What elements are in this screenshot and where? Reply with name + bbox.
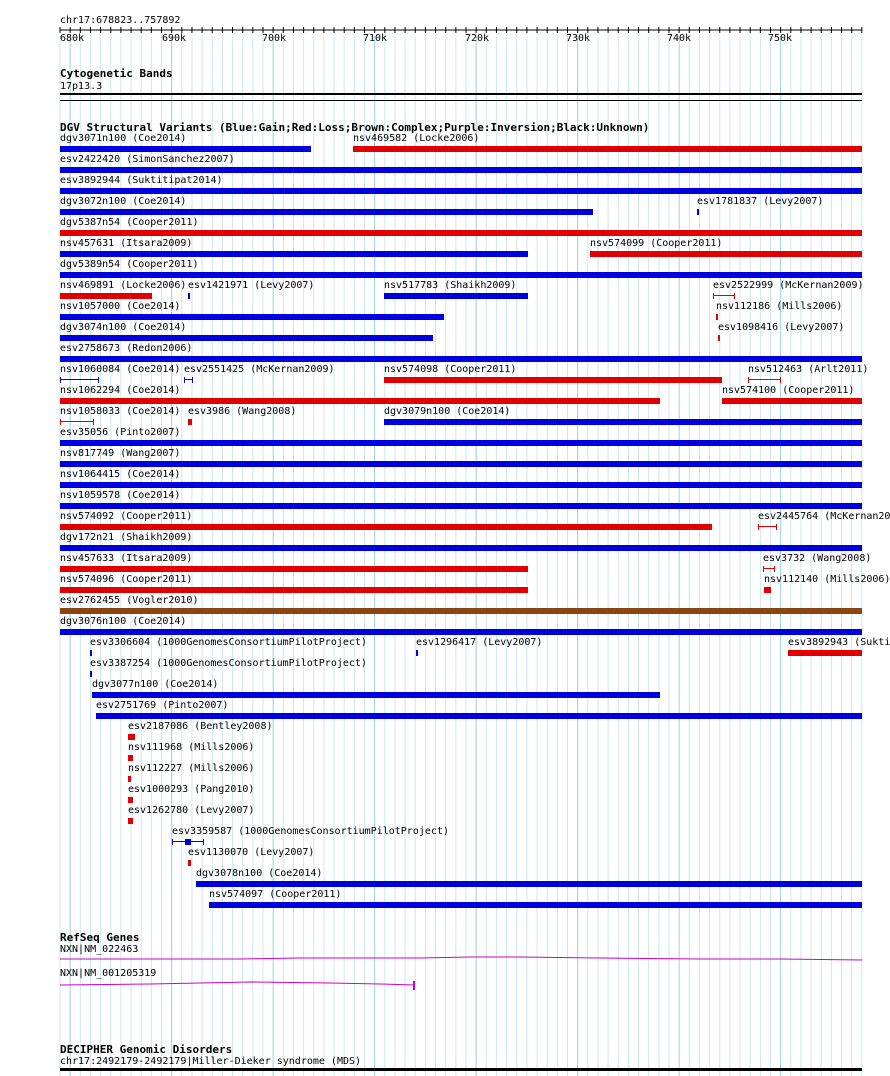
variant-bar[interactable] xyxy=(60,524,712,530)
variant-label[interactable]: dgv5389n54 (Cooper2011) xyxy=(60,259,199,270)
variant-bar[interactable] xyxy=(60,188,862,194)
ruler-tick-label: 690k xyxy=(162,33,187,44)
variant-label[interactable]: nsv469891 (Locke2006) xyxy=(60,280,187,291)
ruler-tick-label: 680k xyxy=(60,33,85,44)
variant-label[interactable]: dgv3078n100 (Coe2014) xyxy=(196,868,323,879)
variant-bar[interactable] xyxy=(60,587,528,593)
variant-bar[interactable] xyxy=(60,461,862,467)
variant-bar[interactable] xyxy=(60,377,99,383)
variant-bar[interactable] xyxy=(60,167,862,173)
gene-label[interactable]: NXN|NM_022463 xyxy=(60,944,139,955)
variant-bar[interactable] xyxy=(788,650,862,656)
variant-bar[interactable] xyxy=(188,860,191,866)
variant-bar[interactable] xyxy=(758,524,777,530)
ruler-position-label: chr17:678823..757892 xyxy=(60,15,181,26)
variant-bar[interactable] xyxy=(60,482,862,488)
variant-label[interactable]: dgv3074n100 (Coe2014) xyxy=(60,322,187,333)
gene-label[interactable]: NXN|NM_001205319 xyxy=(60,968,157,979)
variant-bar[interactable] xyxy=(590,251,862,257)
variant-label[interactable]: esv2758673 (Redon2006) xyxy=(60,343,193,354)
variant-label[interactable]: esv3892944 (Suktitipat2014) xyxy=(60,175,223,186)
dgv-track-title: DGV Structural Variants (Blue:Gain;Red:Loss;Brown:Complex;Purple:Inversion;Black:Unknown) xyxy=(60,121,650,134)
variant-label[interactable]: esv1130070 (Levy2007) xyxy=(188,847,315,858)
cytobands-track-title: Cytogenetic Bands xyxy=(60,67,173,80)
variant-bar[interactable] xyxy=(96,713,862,719)
variant-label[interactable]: dgv3072n100 (Coe2014) xyxy=(60,196,187,207)
variant-bar[interactable] xyxy=(713,293,735,299)
variant-bar[interactable] xyxy=(60,440,862,446)
variant-label[interactable]: esv1296417 (Levy2007) xyxy=(416,637,543,648)
variant-bar[interactable] xyxy=(60,566,528,572)
variant-label[interactable]: nsv512463 (Arlt2011) xyxy=(748,364,869,375)
variant-label[interactable]: nsv469582 (Locke2006) xyxy=(353,133,480,144)
variant-bar[interactable] xyxy=(60,230,862,236)
variant-bar[interactable] xyxy=(60,503,862,509)
variant-bar[interactable] xyxy=(60,545,862,551)
ruler-tick-label: 750k xyxy=(768,33,793,44)
variant-label[interactable]: dgv172n21 (Shaikh2009) xyxy=(60,532,193,543)
variant-label[interactable]: dgv3077n100 (Coe2014) xyxy=(92,679,219,690)
variant-bar[interactable] xyxy=(60,608,862,614)
variant-label[interactable]: nsv1062294 (Coe2014) xyxy=(60,385,181,396)
ruler-tick-label: 730k xyxy=(566,33,591,44)
variant-bar[interactable] xyxy=(92,692,660,698)
variant-bar[interactable] xyxy=(416,650,418,656)
cytoband-track-divider xyxy=(60,100,862,101)
variant-label[interactable]: nsv817749 (Wang2007) xyxy=(60,448,181,459)
variant-bar[interactable] xyxy=(128,797,133,803)
variant-label[interactable]: nsv574099 (Cooper2011) xyxy=(590,238,723,249)
variant-bar[interactable] xyxy=(128,776,131,782)
ruler-tick-label: 720k xyxy=(465,33,490,44)
cytoband-ideogram[interactable] xyxy=(60,93,862,95)
variant-label[interactable]: esv3732 (Wang2008) xyxy=(763,553,872,564)
variant-label[interactable]: esv3892943 (Sukti xyxy=(788,637,890,648)
variant-bar[interactable] xyxy=(60,335,433,341)
ruler-tick-label: 740k xyxy=(667,33,692,44)
variant-label[interactable]: esv1098416 (Levy2007) xyxy=(718,322,845,333)
variant-label[interactable]: nsv1058033 (Coe2014) xyxy=(60,406,181,417)
variant-label[interactable]: esv3986 (Wang2008) xyxy=(188,406,297,417)
variant-bar-line xyxy=(714,295,734,296)
variant-label[interactable]: nsv111968 (Mills2006) xyxy=(128,742,255,753)
variant-bar[interactable] xyxy=(128,755,133,761)
variant-label[interactable]: esv3306604 (1000GenomesConsortiumPilotProject) xyxy=(90,637,367,648)
variant-bar[interactable] xyxy=(128,734,135,740)
decipher-entry-label[interactable]: chr17:2492179-2492179|Miller-Dieker syndrome (MDS) xyxy=(60,1056,362,1067)
variant-label[interactable]: esv2187086 (Bentley2008) xyxy=(128,721,273,732)
variant-bar[interactable] xyxy=(722,398,862,404)
variant-bar[interactable] xyxy=(763,566,775,572)
variant-bar[interactable] xyxy=(748,377,781,383)
variant-label[interactable]: nsv574100 (Cooper2011) xyxy=(722,385,855,396)
variant-bar[interactable] xyxy=(60,629,862,635)
variant-bar[interactable] xyxy=(90,650,92,656)
variant-bar-line xyxy=(61,421,93,422)
variant-bar-line xyxy=(61,379,98,380)
variant-label[interactable]: nsv574097 (Cooper2011) xyxy=(209,889,342,900)
variant-label[interactable]: esv1781837 (Levy2007) xyxy=(697,196,824,207)
variant-bar[interactable] xyxy=(60,251,528,257)
variant-label[interactable]: nsv112227 (Mills2006) xyxy=(128,763,255,774)
gene-model-nm-001205319 xyxy=(60,982,415,985)
variant-label[interactable]: nsv1059578 (Coe2014) xyxy=(60,490,181,501)
ruler-tick-label: 700k xyxy=(262,33,287,44)
variant-bar-line xyxy=(759,526,776,527)
variant-bar[interactable] xyxy=(718,335,720,341)
refseq-gene-models[interactable] xyxy=(0,950,890,995)
variant-bar[interactable] xyxy=(60,356,862,362)
variant-label[interactable]: esv3387254 (1000GenomesConsortiumPilotProject) xyxy=(90,658,367,669)
variant-label[interactable]: nsv574096 (Cooper2011) xyxy=(60,574,193,585)
variant-label[interactable]: esv2422420 (SimonSanchez2007) xyxy=(60,154,235,165)
cytoband-label[interactable]: 17p13.3 xyxy=(60,81,103,92)
variant-label[interactable]: esv2551425 (McKernan2009) xyxy=(184,364,335,375)
variant-bar[interactable] xyxy=(60,398,660,404)
variant-bar[interactable] xyxy=(188,419,192,425)
variant-bar[interactable] xyxy=(60,146,311,152)
variant-label[interactable]: esv2522999 (McKernan2009) xyxy=(713,280,864,291)
decipher-track-title: DECIPHER Genomic Disorders xyxy=(60,1043,233,1056)
variant-bar[interactable] xyxy=(60,209,593,215)
variant-bar[interactable] xyxy=(60,272,862,278)
variant-bar[interactable] xyxy=(184,377,193,383)
variant-bar[interactable] xyxy=(128,818,133,824)
variant-bar[interactable] xyxy=(764,587,771,593)
ruler-tick-label: 710k xyxy=(363,33,388,44)
variant-label[interactable]: esv2751769 (Pinto2007) xyxy=(96,700,229,711)
variant-label[interactable]: esv3359587 (1000GenomesConsortiumPilotProject) xyxy=(172,826,449,837)
variant-bar[interactable] xyxy=(60,314,444,320)
variant-label[interactable]: nsv457633 (Itsara2009) xyxy=(60,553,193,564)
refseq-track-title: RefSeq Genes xyxy=(60,931,140,944)
variant-label[interactable]: nsv574092 (Cooper2011) xyxy=(60,511,193,522)
variant-bar[interactable] xyxy=(188,293,190,299)
variant-label[interactable]: nsv457631 (Itsara2009) xyxy=(60,238,193,249)
variant-bar[interactable] xyxy=(353,146,862,152)
variant-bar[interactable] xyxy=(384,293,528,299)
variant-label[interactable]: dgv3071n100 (Coe2014) xyxy=(60,133,187,144)
variant-label[interactable]: dgv3079n100 (Coe2014) xyxy=(384,406,511,417)
variant-label[interactable]: dgv3076n100 (Coe2014) xyxy=(60,616,187,627)
variant-bar-block[interactable] xyxy=(185,839,191,845)
variant-label[interactable]: nsv517783 (Shaikh2009) xyxy=(384,280,517,291)
variant-label[interactable]: nsv574098 (Cooper2011) xyxy=(384,364,517,375)
variant-bar[interactable] xyxy=(196,881,862,887)
variant-label[interactable]: esv2445764 (McKernan20 xyxy=(758,511,890,522)
variant-label[interactable]: nsv1060084 (Coe2014) xyxy=(60,364,181,375)
variant-label[interactable]: nsv112186 (Mills2006) xyxy=(716,301,843,312)
variant-bar[interactable] xyxy=(90,671,92,677)
variant-label[interactable]: esv35056 (Pinto2007) xyxy=(60,427,181,438)
variant-label[interactable]: esv1000293 (Pang2010) xyxy=(128,784,255,795)
variant-bar[interactable] xyxy=(384,377,722,383)
variant-bar[interactable] xyxy=(209,902,862,908)
gene-model-nm-022463 xyxy=(60,957,862,960)
variant-label[interactable]: nsv1064415 (Coe2014) xyxy=(60,469,181,480)
decipher-feature-bar[interactable] xyxy=(60,1068,862,1071)
variant-bar[interactable] xyxy=(60,419,94,425)
variant-bar-line xyxy=(764,568,774,569)
variant-label[interactable]: esv1421971 (Levy2007) xyxy=(188,280,315,291)
variant-row-divider xyxy=(60,190,862,191)
variant-bar-line xyxy=(185,379,192,380)
variant-bar[interactable] xyxy=(697,209,699,215)
variant-bar[interactable] xyxy=(716,314,718,320)
variant-label[interactable]: nsv1057000 (Coe2014) xyxy=(60,301,181,312)
variant-label[interactable]: dgv5387n54 (Cooper2011) xyxy=(60,217,199,228)
variant-label[interactable]: nsv112140 (Mills2006) xyxy=(764,574,890,585)
gene-exon xyxy=(413,981,415,990)
variant-label[interactable]: esv2762455 (Vogler2010) xyxy=(60,595,199,606)
variant-bar-line xyxy=(749,379,780,380)
variant-bar[interactable] xyxy=(60,293,152,299)
variant-bar[interactable] xyxy=(384,419,862,425)
variant-label[interactable]: esv1262780 (Levy2007) xyxy=(128,805,255,816)
